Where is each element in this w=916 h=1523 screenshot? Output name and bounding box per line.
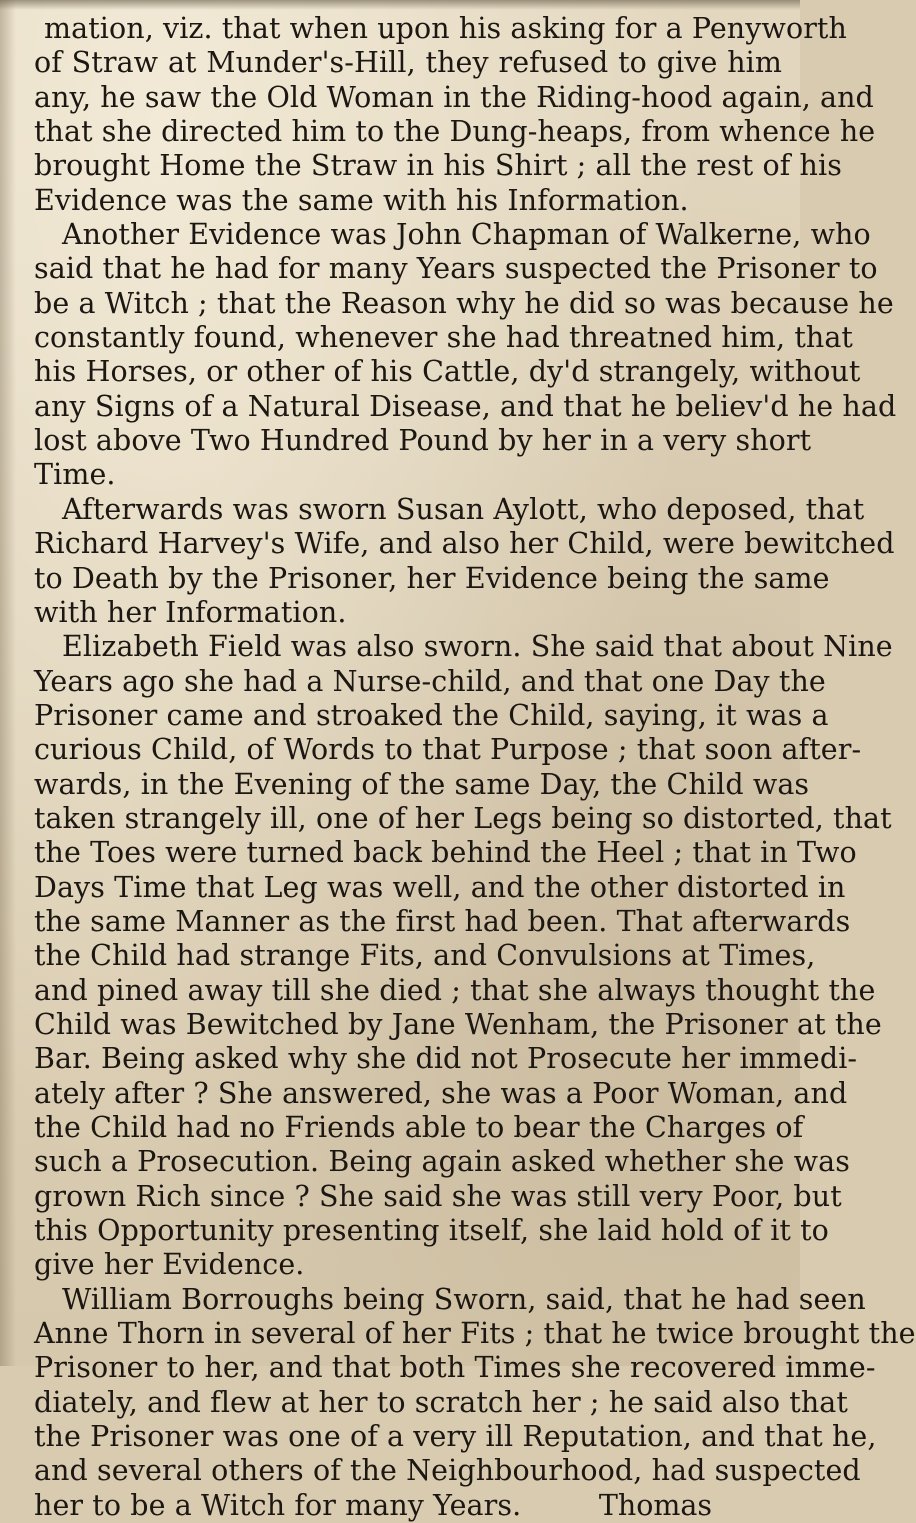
text-line: Evidence was the same with his Information.: [34, 183, 689, 217]
text-line: Prisoner to her, and that both Times she recovered imme-: [34, 1351, 876, 1385]
text-line: the Toes were turned back behind the Heel ; that in Two: [34, 836, 857, 870]
text-line: ately after ? She answered, she was a Poor Woman, and: [34, 1076, 848, 1110]
text-line: William Borroughs being Sworn, said, that he had seen: [62, 1282, 866, 1316]
text-line: Days Time that Leg was well, and the other distorted in: [34, 870, 846, 904]
text-line: the Child had no Friends able to bear the Charges of: [34, 1111, 804, 1144]
catchword: Thomas: [598, 1489, 712, 1523]
text-line: the Child had strange Fits, and Convulsions at Times,: [34, 939, 816, 973]
text-line: give her Evidence.: [34, 1248, 305, 1282]
text-line: and several others of the Neighbourhood, had suspected: [34, 1454, 861, 1488]
text-line: diately, and flew at her to scratch her ; he said also that: [34, 1385, 848, 1419]
text-line: brought Home the Straw in his Shirt ; all the rest of his: [34, 149, 842, 183]
body-text: [34, 12, 916, 1523]
text-line: Time.: [34, 458, 116, 492]
page-top-edge: [0, 0, 800, 10]
text-line: Anne Thorn in several of her Fits ; that he twice brought the: [34, 1317, 916, 1351]
text-line: curious Child, of Words to that Purpose ; that soon after-: [34, 733, 862, 767]
text-line: with her Information.: [34, 595, 347, 629]
text-line: this Opportunity presenting itself, she laid hold of it to: [34, 1214, 829, 1248]
text-line: said that he had for many Years suspected the Prisoner to: [34, 252, 878, 286]
text-line: constantly found, whenever she had threatned him, that: [34, 321, 853, 355]
text-line: of Straw at Munder's-Hill, they refused to give him: [34, 46, 782, 80]
text-line: Elizabeth Field was also sworn. She said that about Nine: [62, 630, 893, 664]
text-line: and pined away till she died ; that she always thought the: [34, 973, 876, 1007]
text-line: such a Prosecution. Being again asked whether she was: [34, 1145, 850, 1179]
text-line: Afterwards was sworn Susan Aylott, who deposed, that: [62, 492, 865, 526]
text-line: Richard Harvey's Wife, and also her Child, were bewitched: [34, 527, 895, 561]
text-line: mation, viz. that when upon his asking for a Penyworth: [44, 12, 847, 45]
page-left-edge: [0, 0, 16, 1366]
text-line: wards, in the Evening of the same Day, the Child was: [34, 767, 810, 801]
text-line: lost above Two Hundred Pound by her in a very short: [34, 424, 812, 458]
text-line: be a Witch ; that the Reason why he did so was because he: [34, 286, 894, 320]
text-line: Child was Bewitched by Jane Wenham, the Prisoner at the: [34, 1007, 882, 1041]
text-line: the Prisoner was one of a very ill Reputation, and that he,: [34, 1420, 877, 1454]
text-line: Bar. Being asked why she did not Prosecute her immedi-: [34, 1042, 858, 1076]
text-line: to Death by the Prisoner, her Evidence being the same: [34, 561, 830, 595]
text-line: that she directed him to the Dung-heaps, from whence he: [34, 115, 876, 149]
text-line: Prisoner came and stroaked the Child, saying, it was a: [34, 698, 829, 732]
text-line: any Signs of a Natural Disease, and that he believ'd he had: [34, 389, 897, 423]
text-line: his Horses, or other of his Cattle, dy'd strangely, without: [34, 355, 861, 389]
text-line: her to be a Witch for many Years.: [34, 1488, 522, 1522]
text-line: any, he saw the Old Woman in the Riding-hood again, and: [34, 80, 874, 114]
text-line: Years ago she had a Nurse-child, and that one Day the: [34, 664, 826, 698]
text-line: taken strangely ill, one of her Legs being so distorted, that: [34, 801, 892, 835]
text-line: Another Evidence was John Chapman of Walkerne, who: [62, 218, 871, 252]
text-line: the same Manner as the first had been. That afterwards: [34, 904, 851, 938]
text-line: grown Rich since ? She said she was still very Poor, but: [34, 1179, 842, 1213]
